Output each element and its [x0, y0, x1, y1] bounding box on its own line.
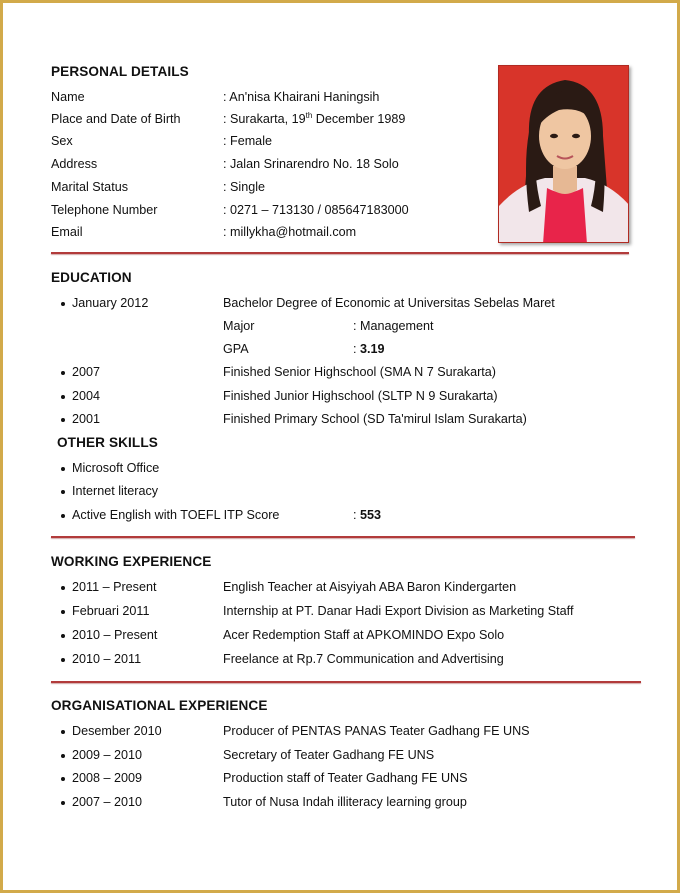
org-desc: Secretary of Teater Gadhang FE UNS: [223, 748, 435, 762]
bullet-icon: [61, 302, 65, 306]
bullet-icon: [61, 658, 65, 662]
name-value: : An'nisa Khairani Haningsih: [223, 90, 380, 104]
bullet-icon: [61, 467, 65, 471]
email-label: Email: [51, 225, 83, 239]
work-date: Februari 2011: [72, 604, 150, 618]
bullet-icon: [61, 754, 65, 758]
bullet-icon: [61, 395, 65, 399]
section-divider: [51, 252, 629, 254]
education-date: 2007: [72, 365, 101, 379]
org-desc: Tutor of Nusa Indah illiteracy learning group: [223, 795, 467, 809]
name-label: Name: [51, 90, 85, 104]
bullet-icon: [61, 418, 65, 422]
work-desc: Acer Redemption Staff at APKOMINDO Expo Solo: [223, 628, 505, 642]
skill-item: Microsoft Office: [72, 461, 160, 475]
email-value: : millykha@hotmail.com: [223, 225, 357, 239]
bullet-icon: [61, 610, 65, 614]
work-desc: Freelance at Rp.7 Communication and Advertising: [223, 652, 504, 666]
bullet-icon: [61, 371, 65, 375]
working-experience-heading: WORKING EXPERIENCE: [51, 554, 212, 569]
sex-label: Sex: [51, 134, 73, 148]
bullet-icon: [61, 634, 65, 638]
birth-value: : Surakarta, 19th December 1989: [223, 110, 406, 126]
org-date: 2009 – 2010: [72, 748, 143, 762]
major-label: Major: [223, 319, 255, 333]
sex-value: : Female: [223, 134, 272, 148]
org-date: 2007 – 2010: [72, 795, 143, 809]
phone-value: : 0271 – 713130 / 085647183000: [223, 203, 409, 217]
org-desc: Producer of PENTAS PANAS Teater Gadhang FE UNS: [223, 724, 530, 738]
education-heading: EDUCATION: [51, 270, 132, 285]
education-date: January 2012: [72, 296, 149, 310]
profile-photo: [498, 65, 629, 243]
education-desc: Finished Primary School (SD Ta'mirul Islam Surakarta): [223, 412, 527, 426]
work-desc: Internship at PT. Danar Hadi Export Division as Marketing Staff: [223, 604, 574, 618]
gpa-value: : 3.19: [353, 342, 385, 356]
toefl-score: : 553: [353, 508, 382, 522]
skill-item: Active English with TOEFL ITP Score: [72, 508, 280, 522]
personal-details-heading: PERSONAL DETAILS: [51, 64, 189, 79]
bullet-icon: [61, 490, 65, 494]
education-date: 2004: [72, 389, 101, 403]
bullet-icon: [61, 801, 65, 805]
education-desc: Finished Junior Highschool (SLTP N 9 Surakarta): [223, 389, 498, 403]
org-date: Desember 2010: [72, 724, 162, 738]
marital-value: : Single: [223, 180, 266, 194]
education-desc: Finished Senior Highschool (SMA N 7 Surakarta): [223, 365, 496, 379]
other-skills-heading: OTHER SKILLS: [57, 435, 158, 450]
phone-label: Telephone Number: [51, 203, 158, 217]
work-desc: English Teacher at Aisyiyah ABA Baron Kindergarten: [223, 580, 517, 594]
work-date: 2010 – Present: [72, 628, 158, 642]
org-desc: Production staff of Teater Gadhang FE UNS: [223, 771, 468, 785]
bullet-icon: [61, 514, 65, 518]
skill-item: Internet literacy: [72, 484, 159, 498]
work-date: 2011 – Present: [72, 580, 157, 594]
bullet-icon: [61, 777, 65, 781]
education-date: 2001: [72, 412, 101, 426]
organisational-experience-heading: ORGANISATIONAL EXPERIENCE: [51, 698, 268, 713]
portrait-image: [499, 66, 629, 243]
work-date: 2010 – 2011: [72, 652, 142, 666]
birth-label: Place and Date of Birth: [51, 112, 181, 126]
bullet-icon: [61, 730, 65, 734]
section-divider: [51, 681, 641, 683]
section-divider: [51, 536, 635, 538]
org-date: 2008 – 2009: [72, 771, 143, 785]
address-label: Address: [51, 157, 98, 171]
gpa-label: GPA: [223, 342, 249, 356]
marital-label: Marital Status: [51, 180, 128, 194]
address-value: : Jalan Srinarendro No. 18 Solo: [223, 157, 399, 171]
education-desc: Bachelor Degree of Economic at Universitas Sebelas Maret: [223, 296, 555, 310]
bullet-icon: [61, 586, 65, 590]
major-value: : Management: [353, 319, 434, 333]
